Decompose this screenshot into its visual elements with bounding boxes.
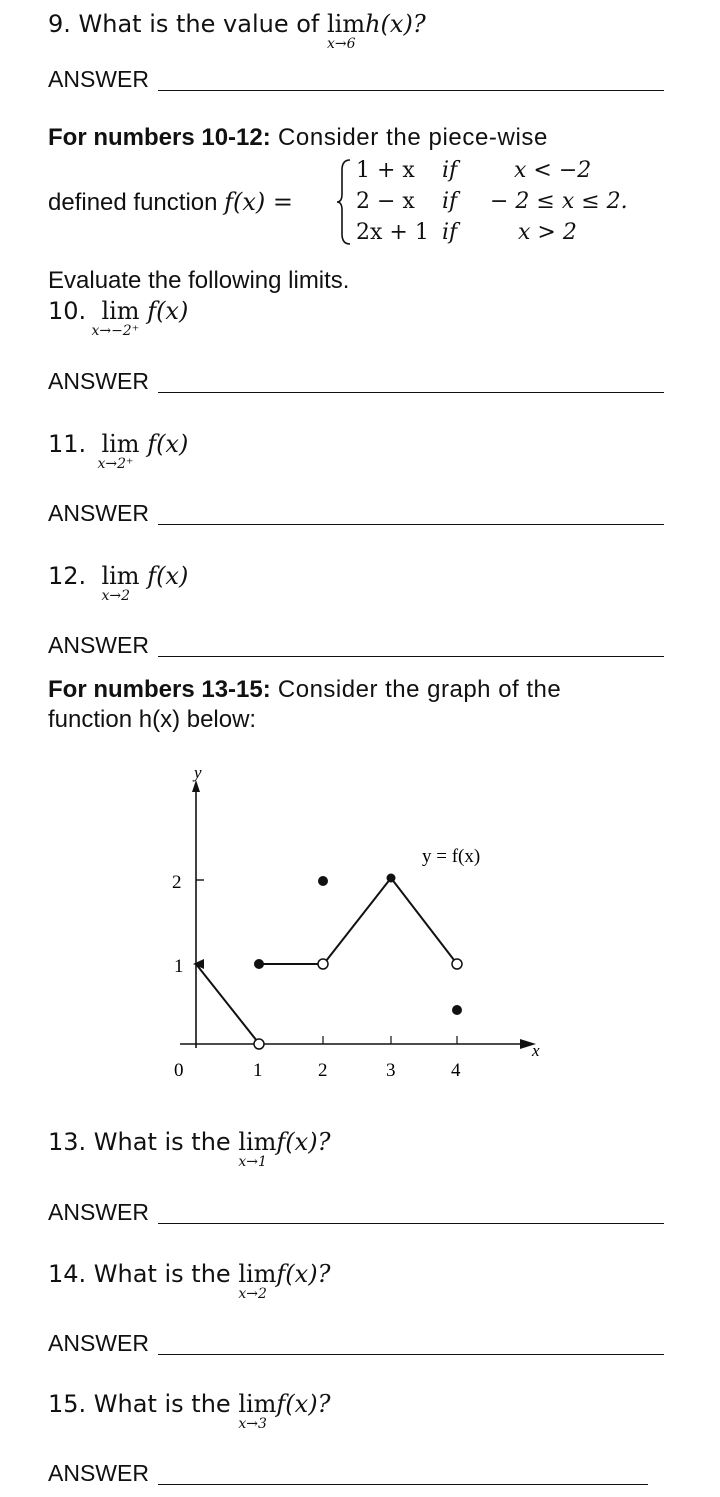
limit-operator: lim x→1 [238,1128,277,1170]
open-point-4-1 [452,959,462,969]
limit-operator: lim x→6 [326,10,366,52]
limit-operator: lim x→3 [238,1390,277,1432]
question-9-text: 9. What is the value of [48,10,327,38]
answer-12: ANSWER [48,632,664,659]
answer-line[interactable] [158,656,664,657]
answer-line[interactable] [158,1354,664,1355]
answer-10: ANSWER [48,368,664,395]
x-tick-0: 0 [174,1060,184,1081]
question-15: 15. What is the lim x→3 f(x)? [48,1390,331,1432]
intro-10-12: For numbers 10-12: Consider the piece-wise [48,124,548,151]
segment-falling [391,878,454,960]
closed-point-2-2 [318,876,328,886]
answer-line[interactable] [158,1484,648,1485]
answer-line[interactable] [158,524,664,525]
piece-cond-3: x > 2 [518,220,577,245]
question-14: 14. What is the lim x→2 f(x)? [48,1260,331,1302]
limit-operator: lim x→−2⁺ [91,297,140,339]
piece-cond-1: x < −2 [514,158,592,183]
piece-if-3: if [442,220,458,245]
question-12: 12. lim x→2 f(x) [48,562,189,604]
piece-if-2: if [442,189,458,214]
piece-row-1: 1 + x [356,158,415,183]
x-tick-3: 3 [386,1060,396,1081]
segment-rising [326,878,391,961]
limit-operator: lim x→2 [238,1260,277,1302]
limit-operator: lim x→2 [101,562,140,604]
answer-line[interactable] [158,1223,664,1224]
function-graph [160,760,560,1090]
answer-line[interactable] [158,90,664,91]
x-axis-label: x [532,1041,540,1060]
answer-9: ANSWER [48,66,664,93]
x-tick-1: 1 [253,1060,263,1081]
question-13: 13. What is the lim x→1 f(x)? [48,1128,331,1170]
x-tick-2: 2 [318,1060,328,1081]
curve-label: y = f(x) [422,846,481,867]
closed-point-3-2 [387,874,396,883]
open-point-2-1 [318,959,328,969]
answer-13: ANSWER [48,1199,664,1226]
answer-line[interactable] [158,392,664,393]
piecewise-brace [336,158,352,246]
segment-decreasing [196,964,257,1041]
y-tick-2: 2 [172,872,182,893]
closed-point-1-1 [254,959,264,969]
piece-row-2: 2 − x [356,189,415,214]
x-tick-4: 4 [451,1060,461,1081]
evaluate-heading: Evaluate the following limits. [48,267,350,294]
intro-13-15-line2: function h(x) below: [48,706,257,733]
y-tick-1: 1 [174,956,184,977]
piece-row-3: 2x + 1 [356,220,429,245]
question-9-expr: h(x)? [365,10,426,38]
question-11: 11. lim x→2⁺ f(x) [48,430,189,472]
answer-11: ANSWER [48,500,664,527]
answer-15: ANSWER [48,1460,648,1487]
question-10: 10. lim x→−2⁺ f(x) [48,297,189,339]
closed-point-4-half [452,1005,462,1015]
limit-operator: lim x→2⁺ [97,430,140,472]
piece-cond-2: − 2 ≤ x ≤ 2. [490,189,628,214]
question-9 [48,10,426,52]
open-point-1-0 [254,1039,264,1049]
intro-10-12-line2: defined function f(x) = [48,188,294,216]
answer-14: ANSWER [48,1330,664,1357]
piece-if-1: if [442,158,458,183]
intro-13-15: For numbers 13-15: Consider the graph of the [48,676,562,703]
y-axis-label: y [194,763,202,782]
